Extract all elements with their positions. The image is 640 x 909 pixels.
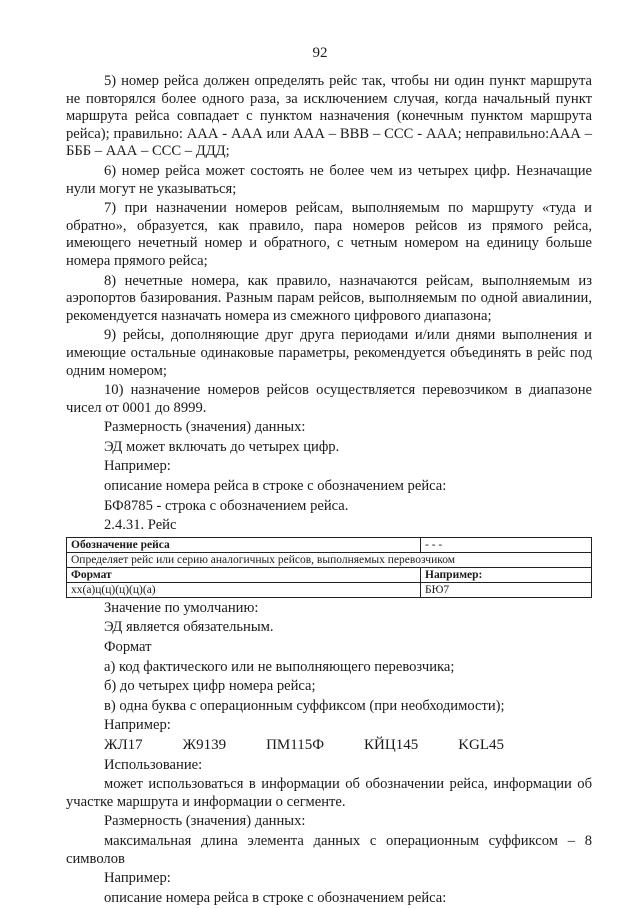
example-value: БФ8785 - строка с обозначением рейса. bbox=[104, 497, 349, 514]
example-code: КЙЦ145 bbox=[364, 737, 419, 753]
page-number: 92 bbox=[312, 45, 328, 61]
final-line: описание номера рейса в строке с обозначением рейса: bbox=[104, 889, 447, 906]
usage-text: может использоваться в информации об обозначении рейса, информации об участке маршрута и информации о сегменте. bbox=[66, 776, 592, 810]
dimension-heading-2: Размерность (значения) данных: bbox=[104, 813, 306, 830]
usage-heading: Использование: bbox=[104, 756, 203, 773]
example-heading-2: Например: bbox=[104, 717, 171, 734]
dimension-heading: Размерность (значения) данных: bbox=[104, 419, 306, 436]
example-codes bbox=[66, 737, 592, 755]
example-code: KGL45 bbox=[458, 737, 505, 753]
example-label: Например: bbox=[421, 567, 592, 582]
paragraph-rule-5: 5) номер рейса должен определять рейс так, чтобы ни один пункт маршрута не повторялся более одного раза, за исключением случая, когда начальный пункт маршрута рейса совпадает с пунктом назначения (конечным пунктом маршрута рейса); правильно: ААА - ААА или ААА – ВВВ – ССС - ААА; неправильно:ААА – БББ – ААА – ССС – ДДД; bbox=[66, 73, 592, 160]
format-item-b: б) до четырех цифр номера рейса; bbox=[104, 678, 316, 695]
paragraph-rule-9: 9) рейсы, дополняющие друг друга периодами и/или днями выполнения и имеющие остальные одинаковые параметры, рекомендуется объединять в рейс под одним номером; bbox=[66, 327, 592, 379]
dimension-value: ЭД может включать до четырех цифр. bbox=[104, 438, 340, 455]
designation-value: - - - bbox=[421, 537, 592, 552]
example-value-cell: БЮ7 bbox=[421, 582, 592, 597]
section-heading: 2.4.31. Рейс bbox=[104, 517, 177, 534]
example-code: ЖЛ17 bbox=[104, 737, 143, 753]
example-description: описание номера рейса в строке с обозначением рейса: bbox=[104, 478, 447, 495]
paragraph-rule-7: 7) при назначении номеров рейсам, выполняемым по маршруту «туда и обратно», образуется, как правило, пара номеров рейсов из прямого рейса, имеющего нечетный номер и обратного, с четным номером на единицу больше номера прямого рейса; bbox=[66, 200, 592, 269]
example-heading-3: Например: bbox=[104, 870, 171, 887]
format-heading: Формат bbox=[104, 639, 152, 656]
paragraph-rule-10: 10) назначение номеров рейсов осуществляется перевозчиком в диапазоне чисел от 0001 до 8999. bbox=[66, 382, 592, 416]
default-heading: Значение по умолчанию: bbox=[104, 599, 259, 616]
flight-definition-table bbox=[66, 537, 592, 598]
format-item-a: а) код фактического или не выполняющего перевозчика; bbox=[104, 658, 455, 675]
example-code: Ж9139 bbox=[182, 737, 227, 753]
format-item-c: в) одна буква с операционным суффиксом (при необходимости); bbox=[104, 697, 505, 714]
paragraph-rule-8: 8) нечетные номера, как правило, назначаются рейсам, выполняемым из аэропортов базирования. Разным парам рейсов, выполняемым по одной авиалинии, рекомендуется назначать номера из смежного цифрового диапазона; bbox=[66, 272, 592, 324]
example-heading: Например: bbox=[104, 458, 171, 475]
mandatory-note: ЭД является обязательным. bbox=[104, 619, 274, 636]
format-label: Формат bbox=[67, 567, 421, 582]
document-body bbox=[66, 73, 592, 909]
example-code: ПМ115Ф bbox=[266, 737, 325, 753]
format-value: xx(a)ц(ц)(ц)(ц)(a) bbox=[67, 582, 421, 597]
dimension-text: максимальная длина элемента данных с операционным суффиксом – 8 символов bbox=[66, 832, 592, 867]
paragraph-rule-6: 6) номер рейса может состоять не более чем из четырех цифр. Незначащие нули могут не указываться; bbox=[66, 162, 592, 197]
designation-label: Обозначение рейса bbox=[67, 537, 421, 552]
definition-cell: Определяет рейс или серию аналогичных рейсов, выполняемых перевозчиком bbox=[67, 552, 592, 567]
